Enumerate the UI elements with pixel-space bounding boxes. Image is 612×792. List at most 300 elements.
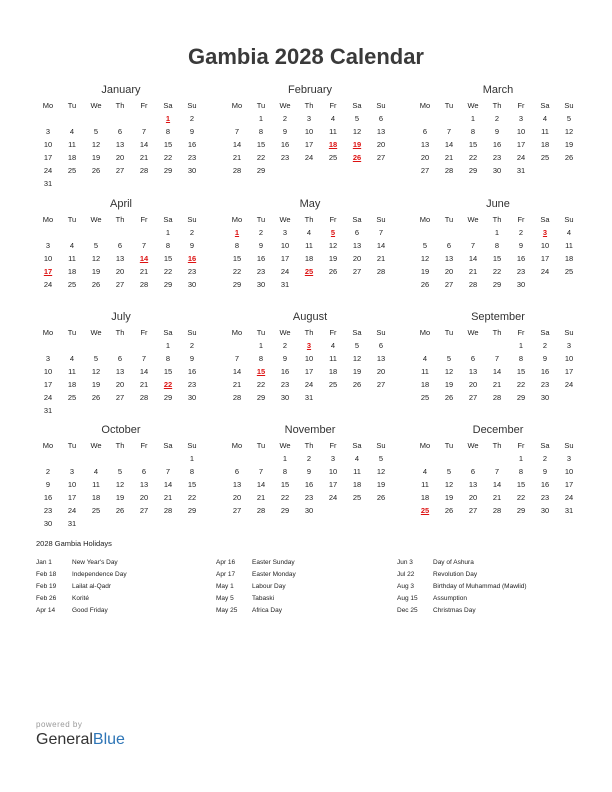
day-cell: 25	[67, 393, 77, 402]
holiday-date: May 5	[216, 595, 234, 602]
day-cell: 21	[139, 267, 149, 276]
day-cell: 8	[518, 467, 524, 476]
day-cell: 24	[304, 153, 314, 162]
weekday-header: Mo	[231, 328, 243, 337]
day-cell: 10	[564, 467, 574, 476]
weekday-header: Sa	[352, 101, 362, 110]
holiday-row	[397, 605, 527, 617]
day-cell: 2	[189, 341, 195, 350]
day-cell: 25	[328, 380, 338, 389]
holiday-name: Easter Monday	[252, 571, 296, 578]
day-cell: 22	[516, 380, 526, 389]
day-cell: 20	[115, 380, 125, 389]
weekday-header: We	[279, 441, 291, 450]
weekday-header: Mo	[231, 441, 243, 450]
weekday-header: Tu	[67, 328, 77, 337]
empty-cell	[437, 112, 461, 125]
day-cell: 11	[565, 241, 573, 250]
day-cell: 8	[165, 241, 171, 250]
day-cell: 18	[328, 367, 338, 376]
day-cell: 17	[540, 254, 550, 263]
day-cell: 30	[256, 280, 266, 289]
weekday-header: Fr	[329, 215, 337, 224]
weekday-header: We	[467, 215, 479, 224]
holiday-name: Easter Sunday	[252, 559, 295, 566]
day-cell: 1	[470, 114, 476, 123]
month-days-grid	[36, 99, 206, 190]
month-days-grid	[225, 213, 395, 291]
day-cell: 18	[67, 267, 77, 276]
day-cell: 11	[92, 480, 100, 489]
holiday-day: 5	[330, 228, 336, 237]
month-days-grid	[413, 213, 583, 291]
day-cell: 4	[330, 341, 336, 350]
holiday-day: 14	[139, 254, 149, 263]
day-cell: 27	[376, 153, 386, 162]
day-cell: 23	[516, 267, 526, 276]
empty-cell	[108, 452, 132, 465]
day-cell: 29	[492, 280, 502, 289]
day-cell: 6	[141, 467, 147, 476]
day-cell: 6	[470, 467, 476, 476]
weekday-header: Fr	[140, 328, 148, 337]
day-cell: 19	[91, 380, 101, 389]
day-cell: 25	[67, 280, 77, 289]
empty-cell	[60, 226, 84, 239]
month-name: June	[486, 198, 510, 210]
weekday-header: Tu	[67, 441, 77, 450]
day-cell: 14	[444, 140, 454, 149]
day-cell: 18	[91, 493, 101, 502]
holiday-row	[216, 557, 296, 569]
day-cell: 3	[282, 228, 288, 237]
day-cell: 2	[494, 114, 500, 123]
empty-cell	[225, 452, 249, 465]
weekday-header: Mo	[42, 215, 54, 224]
weekday-header: Mo	[42, 328, 54, 337]
day-cell: 27	[115, 393, 125, 402]
day-cell: 8	[494, 241, 500, 250]
day-cell: 11	[329, 354, 337, 363]
day-cell: 14	[492, 480, 502, 489]
day-cell: 16	[492, 140, 502, 149]
day-cell: 6	[117, 241, 123, 250]
weekday-header: Tu	[444, 101, 454, 110]
weekday-header: Fr	[329, 101, 337, 110]
day-cell: 18	[420, 380, 430, 389]
day-cell: 12	[328, 241, 338, 250]
empty-cell	[36, 112, 60, 125]
day-cell: 31	[280, 280, 290, 289]
day-cell: 12	[444, 480, 454, 489]
empty-cell	[485, 452, 509, 465]
empty-cell	[461, 452, 485, 465]
holiday-day: 19	[352, 140, 362, 149]
day-cell: 15	[492, 254, 502, 263]
day-cell: 29	[232, 280, 242, 289]
day-cell: 10	[304, 354, 314, 363]
weekday-header: Th	[115, 101, 125, 110]
day-cell: 28	[256, 506, 266, 515]
day-cell: 10	[43, 367, 53, 376]
day-cell: 24	[43, 280, 53, 289]
month-may	[225, 197, 395, 291]
day-cell: 13	[115, 367, 125, 376]
day-cell: 8	[189, 467, 195, 476]
day-cell: 13	[115, 254, 125, 263]
weekday-header: Th	[304, 215, 314, 224]
day-cell: 19	[91, 267, 101, 276]
day-cell: 11	[421, 480, 429, 489]
day-cell: 12	[564, 127, 574, 136]
day-cell: 30	[516, 280, 526, 289]
month-days-grid	[225, 326, 395, 404]
day-cell: 16	[256, 254, 266, 263]
day-cell: 28	[376, 267, 386, 276]
empty-cell	[36, 339, 60, 352]
empty-cell	[108, 112, 132, 125]
day-cell: 16	[304, 480, 314, 489]
day-cell: 4	[566, 228, 572, 237]
holiday-day: 26	[352, 153, 362, 162]
day-cell: 14	[232, 140, 242, 149]
weekday-header: Tu	[67, 215, 77, 224]
holiday-day: 3	[306, 341, 312, 350]
day-cell: 29	[163, 393, 173, 402]
day-cell: 26	[91, 393, 101, 402]
day-cell: 9	[189, 241, 195, 250]
day-cell: 5	[446, 467, 452, 476]
day-cell: 6	[422, 127, 428, 136]
day-cell: 1	[258, 341, 264, 350]
day-cell: 21	[139, 380, 149, 389]
day-cell: 14	[468, 254, 478, 263]
page-title: Gambia 2028 Calendar	[187, 44, 424, 69]
day-cell: 30	[540, 393, 550, 402]
holiday-day: 18	[328, 140, 338, 149]
holiday-name: Independence Day	[72, 571, 127, 578]
day-cell: 14	[232, 367, 242, 376]
weekday-header: Th	[115, 215, 125, 224]
day-cell: 20	[376, 140, 386, 149]
weekday-header: Fr	[140, 215, 148, 224]
day-cell: 29	[468, 166, 478, 175]
weekday-header: Sa	[540, 441, 550, 450]
day-cell: 24	[43, 393, 53, 402]
weekday-header: Mo	[419, 215, 431, 224]
day-cell: 28	[139, 280, 149, 289]
weekday-header: We	[90, 101, 102, 110]
day-cell: 3	[566, 341, 572, 350]
holiday-date: Jun 3	[397, 559, 413, 566]
day-cell: 26	[115, 506, 125, 515]
day-cell: 24	[280, 267, 290, 276]
month-days-grid	[36, 213, 206, 291]
empty-cell	[156, 452, 180, 465]
holiday-row	[216, 569, 296, 581]
day-cell: 12	[420, 254, 430, 263]
day-cell: 6	[117, 354, 123, 363]
day-cell: 11	[329, 127, 337, 136]
day-cell: 23	[256, 267, 266, 276]
day-cell: 23	[187, 380, 197, 389]
holiday-column	[216, 557, 296, 617]
day-cell: 29	[256, 166, 266, 175]
empty-cell	[225, 339, 249, 352]
holiday-name: Day of Ashura	[433, 559, 474, 566]
weekday-header: Th	[304, 328, 314, 337]
day-cell: 13	[115, 140, 125, 149]
empty-cell	[437, 452, 461, 465]
day-cell: 26	[444, 393, 454, 402]
day-cell: 4	[306, 228, 312, 237]
day-cell: 29	[516, 393, 526, 402]
day-cell: 16	[43, 493, 53, 502]
month-august	[225, 310, 395, 404]
day-cell: 4	[69, 354, 75, 363]
day-cell: 3	[330, 454, 336, 463]
day-cell: 27	[376, 380, 386, 389]
day-cell: 4	[69, 127, 75, 136]
holiday-day: 17	[43, 267, 53, 276]
day-cell: 12	[91, 367, 101, 376]
day-cell: 14	[163, 480, 173, 489]
day-cell: 28	[492, 393, 502, 402]
day-cell: 23	[43, 506, 53, 515]
month-december	[413, 423, 583, 517]
day-cell: 22	[516, 493, 526, 502]
day-cell: 16	[540, 480, 550, 489]
day-cell: 9	[542, 354, 548, 363]
empty-cell	[437, 226, 461, 239]
holiday-name: Africa Day	[252, 607, 282, 614]
holiday-date: Apr 16	[216, 559, 236, 566]
day-cell: 5	[117, 467, 123, 476]
day-cell: 19	[115, 493, 125, 502]
brand-logo[interactable]	[36, 731, 125, 749]
empty-cell	[60, 339, 84, 352]
day-cell: 27	[468, 393, 478, 402]
month-november	[225, 423, 395, 517]
day-cell: 5	[422, 241, 428, 250]
holiday-name: Christmas Day	[433, 607, 476, 614]
day-cell: 15	[187, 480, 197, 489]
weekday-header: Sa	[540, 215, 550, 224]
month-name: March	[482, 84, 514, 96]
day-cell: 18	[420, 493, 430, 502]
weekday-header: Th	[492, 101, 502, 110]
weekday-header: Su	[376, 101, 386, 110]
day-cell: 3	[45, 127, 51, 136]
day-cell: 8	[470, 127, 476, 136]
holiday-name: New Year's Day	[72, 559, 118, 566]
day-cell: 4	[422, 467, 428, 476]
day-cell: 24	[516, 153, 526, 162]
day-cell: 22	[492, 267, 502, 276]
month-days-grid	[225, 99, 395, 177]
day-cell: 19	[328, 254, 338, 263]
day-cell: 21	[163, 493, 173, 502]
day-cell: 10	[67, 480, 77, 489]
holidays-heading: 2028 Gambia Holidays	[36, 539, 112, 548]
empty-cell	[84, 226, 108, 239]
day-cell: 23	[187, 267, 197, 276]
month-march	[413, 83, 583, 177]
holiday-day: 1	[234, 228, 240, 237]
day-cell: 6	[470, 354, 476, 363]
day-cell: 25	[352, 493, 362, 502]
day-cell: 3	[306, 114, 312, 123]
weekday-header: Mo	[231, 101, 243, 110]
weekday-header: We	[90, 441, 102, 450]
day-cell: 26	[91, 280, 101, 289]
day-cell: 11	[68, 254, 76, 263]
day-cell: 25	[91, 506, 101, 515]
month-days-grid	[36, 326, 206, 417]
day-cell: 12	[91, 254, 101, 263]
weekday-header: Th	[492, 328, 502, 337]
month-july	[36, 310, 206, 417]
day-cell: 23	[304, 493, 314, 502]
day-cell: 9	[282, 127, 288, 136]
weekday-header: Mo	[419, 101, 431, 110]
day-cell: 22	[280, 493, 290, 502]
weekday-header: Fr	[329, 441, 337, 450]
day-cell: 19	[91, 153, 101, 162]
day-cell: 31	[304, 393, 314, 402]
month-name: November	[284, 424, 336, 436]
day-cell: 19	[420, 267, 430, 276]
weekday-header: Th	[492, 441, 502, 450]
empty-cell	[461, 339, 485, 352]
day-cell: 7	[494, 354, 500, 363]
day-cell: 9	[189, 127, 195, 136]
weekday-header: Fr	[517, 441, 525, 450]
day-cell: 2	[542, 341, 548, 350]
day-cell: 5	[354, 341, 360, 350]
weekday-header: Su	[376, 328, 386, 337]
day-cell: 20	[444, 267, 454, 276]
month-september	[413, 310, 583, 404]
empty-cell	[108, 226, 132, 239]
day-cell: 7	[234, 354, 240, 363]
day-cell: 30	[492, 166, 502, 175]
day-cell: 15	[280, 480, 290, 489]
day-cell: 27	[420, 166, 430, 175]
holiday-row	[36, 557, 127, 569]
holiday-day: 3	[542, 228, 548, 237]
holiday-row	[216, 581, 296, 593]
empty-cell	[413, 226, 437, 239]
empty-cell	[437, 339, 461, 352]
day-cell: 4	[69, 241, 75, 250]
day-cell: 19	[352, 367, 362, 376]
day-cell: 27	[232, 506, 242, 515]
day-cell: 28	[468, 280, 478, 289]
day-cell: 1	[518, 454, 524, 463]
day-cell: 10	[43, 254, 53, 263]
day-cell: 14	[139, 140, 149, 149]
day-cell: 27	[444, 280, 454, 289]
day-cell: 28	[492, 506, 502, 515]
day-cell: 23	[540, 493, 550, 502]
holiday-date: Jan 1	[36, 559, 52, 566]
weekday-header: Fr	[517, 101, 525, 110]
month-name: July	[111, 311, 131, 323]
weekday-header: Su	[376, 441, 386, 450]
empty-cell	[36, 226, 60, 239]
day-cell: 7	[234, 127, 240, 136]
day-cell: 28	[139, 393, 149, 402]
day-cell: 13	[232, 480, 242, 489]
month-name: April	[109, 198, 132, 210]
holiday-name: Assumption	[433, 595, 467, 602]
holiday-name: Labour Day	[252, 583, 286, 590]
day-cell: 7	[470, 241, 476, 250]
day-cell: 13	[444, 254, 454, 263]
day-cell: 9	[518, 241, 524, 250]
day-cell: 5	[93, 241, 99, 250]
day-cell: 24	[67, 506, 77, 515]
weekday-header: Sa	[163, 328, 173, 337]
day-cell: 19	[444, 493, 454, 502]
holiday-row	[36, 605, 127, 617]
weekday-header: Sa	[163, 441, 173, 450]
holiday-name: Good Friday	[72, 607, 108, 614]
day-cell: 15	[232, 254, 242, 263]
day-cell: 15	[163, 254, 173, 263]
day-cell: 16	[540, 367, 550, 376]
day-cell: 10	[328, 467, 338, 476]
day-cell: 10	[564, 354, 574, 363]
day-cell: 29	[280, 506, 290, 515]
weekday-header: Su	[187, 101, 197, 110]
day-cell: 1	[494, 228, 500, 237]
empty-cell	[132, 452, 156, 465]
day-cell: 31	[43, 179, 53, 188]
powered-by-text: powered by	[36, 720, 83, 729]
day-cell: 10	[43, 140, 53, 149]
day-cell: 17	[304, 367, 314, 376]
day-cell: 8	[165, 354, 171, 363]
weekday-header: Tu	[256, 441, 266, 450]
day-cell: 12	[91, 140, 101, 149]
month-days-grid	[413, 326, 583, 404]
day-cell: 5	[446, 354, 452, 363]
day-cell: 30	[304, 506, 314, 515]
day-cell: 20	[468, 380, 478, 389]
day-cell: 20	[115, 153, 125, 162]
holiday-name: Korité	[72, 595, 89, 602]
holiday-date: Dec 25	[397, 607, 418, 614]
weekday-header: Tu	[256, 328, 266, 337]
day-cell: 4	[422, 354, 428, 363]
day-cell: 22	[163, 153, 173, 162]
weekday-header: Sa	[540, 328, 550, 337]
day-cell: 15	[516, 480, 526, 489]
day-cell: 21	[139, 153, 149, 162]
holiday-date: Apr 14	[36, 607, 56, 614]
day-cell: 7	[141, 127, 147, 136]
weekday-header: Mo	[419, 328, 431, 337]
day-cell: 21	[256, 493, 266, 502]
weekday-header: We	[90, 328, 102, 337]
day-cell: 20	[139, 493, 149, 502]
month-name: May	[299, 198, 321, 210]
day-cell: 2	[306, 454, 312, 463]
holiday-date: Jul 22	[397, 571, 415, 578]
day-cell: 21	[232, 153, 242, 162]
